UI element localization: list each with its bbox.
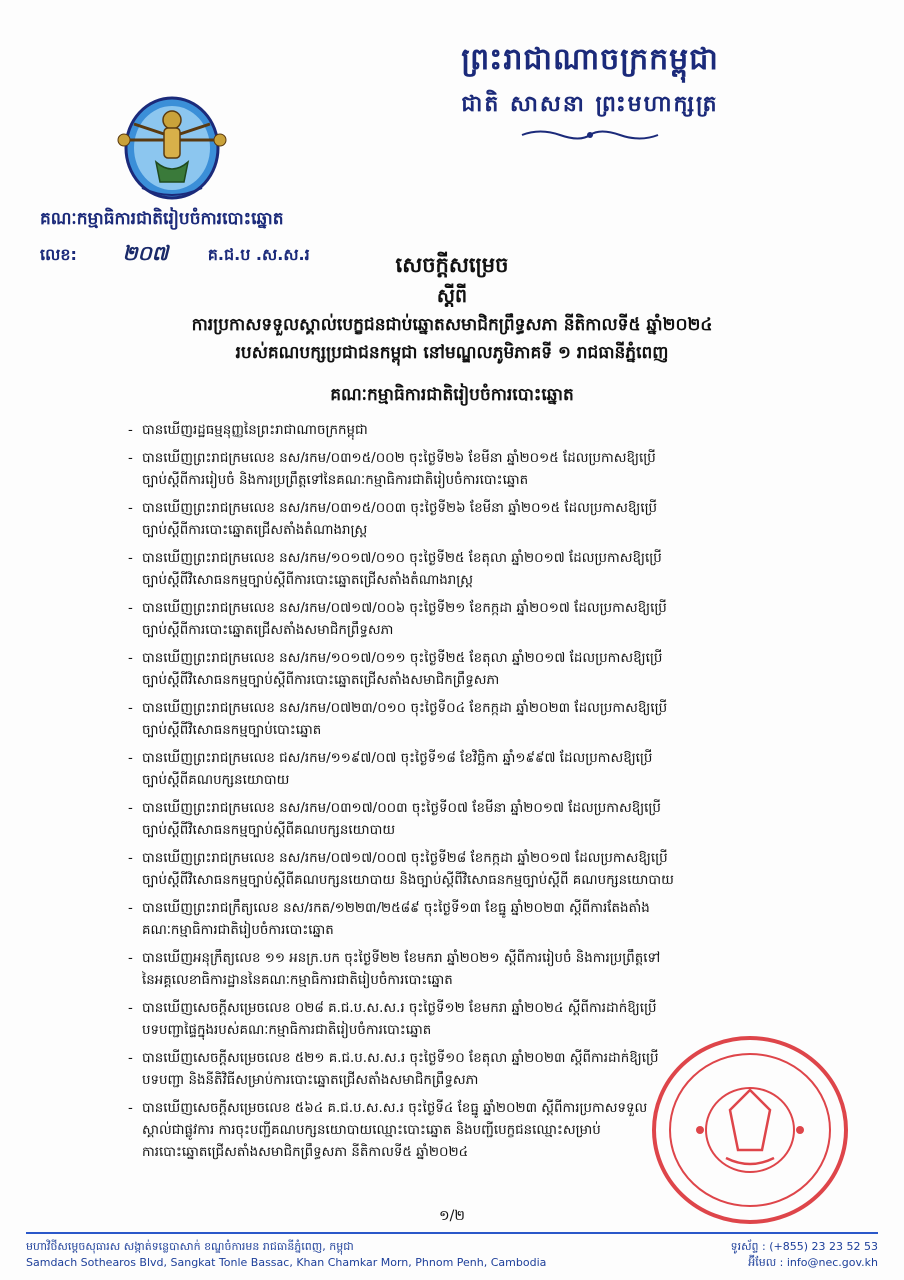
decision-title: សេចក្តីសម្រេច [395, 253, 509, 277]
decision-subject-line2: របស់គណបក្សប្រជាជនកម្ពុជា នៅមណ្ឌលភូមិភាគទី ១ រាជធានីភ្នំពេញ [235, 343, 669, 363]
list-item: - បានឃើញសេចក្តីសម្រេចលេខ ០២៨ គ.ជ.ប.ស.ស.រ ចុះថ្ងៃទី១២ ខែមករា ឆ្នាំ២០២៤ ស្តីពីការដាក់ឱ្យប្រើ បទបញ្ជាផ្ទៃក្នុងរបស់គណៈកម្មាធិការជាតិរៀបចំការបោះឆ្នោត [128, 998, 868, 1042]
kingdom-title: ព្រះរាជាណាចក្រកម្ពុជា [461, 42, 719, 77]
reference-number: ២០៧ [122, 241, 169, 265]
footer-email[interactable]: អ៊ីមែល : info@nec.gov.kh [748, 1256, 878, 1269]
list-item: - បានឃើញសេចក្តីសម្រេចលេខ ៥៦៤ គ.ជ.ប.ស.ស.រ ចុះថ្ងៃទី៤ ខែធ្នូ ឆ្នាំ២០២៣ ស្តីពីការប្រកាសទទួល ស្គាល់ជាផ្លូវការ ការចុះបញ្ជីគណបក្សនយោបាយឈ្មោះបោះឆ្នោត និងបញ្ជីបេក្ខជនឈ្មោះសម្រាប់ ការបោះឆ្នោតជ្រើសតាំងសមាជិកព្រឹទ្ធសភា នីតិកាលទី៥ ឆ្នាំ២០២៤ [128, 1098, 868, 1164]
list-item: - បានឃើញព្រះរាជក្រមលេខ នស/រកម/១០១៧/០១១ ចុះថ្ងៃទី២៥ ខែតុលា ឆ្នាំ២០១៧ ដែលប្រកាសឱ្យប្រើ ច្បាប់ស្តីពីវិសោធនកម្មច្បាប់ស្តីពីការបោះឆ្នោតជ្រើសតាំងសមាជិកព្រឹទ្ធសភា [128, 648, 868, 692]
issuer-heading: គណៈកម្មាធិការជាតិរៀបចំការបោះឆ្នោត [330, 385, 574, 405]
nec-emblem-logo [112, 90, 232, 206]
list-item: - បានឃើញព្រះរាជក្រមលេខ នស/រកម/០៣១៥/០០៣ ចុះថ្ងៃទី២៦ ខែមីនា ឆ្នាំ២០១៥ ដែលប្រកាសឱ្យប្រើ ច្បាប់ស្តីពីការបោះឆ្នោតជ្រើសតាំងតំណាងរាស្ត្រ [128, 498, 868, 542]
footer-telephone: ទូរស័ព្ទ : (+855) 23 23 52 53 [730, 1240, 878, 1253]
page-number: ១/២ [439, 1208, 465, 1224]
list-item: - បានឃើញព្រះរាជក្រមលេខ នស/រកម/០៧១៧/០០៦ ចុះថ្ងៃទី២១ ខែកក្កដា ឆ្នាំ២០១៧ ដែលប្រកាសឱ្យប្រើ ច្បាប់ស្តីពីការបោះឆ្នោតជ្រើសតាំងសមាជិកព្រឹទ្ធសភា [128, 598, 868, 642]
decision-subject-line1: ការប្រកាសទទួលស្គាល់បេក្ខជនជាប់ឆ្នោតសមាជិកព្រឹទ្ធសភា នីតិកាលទី៥ ឆ្នាំ២០២៤ [191, 315, 713, 335]
list-item: - បានឃើញព្រះរាជក្រមលេខ នស/រកម/០៧២៣/០១០ ចុះថ្ងៃទី០៤ ខែកក្កដា ឆ្នាំ២០២៣ ដែលប្រកាសឱ្យប្រើ ច្បាប់ស្តីពីវិសោធនកម្មច្បាប់បោះឆ្នោត [128, 698, 868, 742]
list-item: - បានឃើញព្រះរាជក្រមលេខ ជស/រកម/១១៩៧/០៧ ចុះថ្ងៃទី១៨ ខែវិច្ឆិកា ឆ្នាំ១៩៩៧ ដែលប្រកាសឱ្យប្រើ ច្បាប់ស្តីពីគណបក្សនយោបាយ [128, 748, 868, 792]
list-item: - បានឃើញព្រះរាជក្រមលេខ នស/រកម/១០១៧/០១០ ចុះថ្ងៃទី២៥ ខែតុលា ឆ្នាំ២០១៧ ដែលប្រកាសឱ្យប្រើ ច្បាប់ស្តីពីវិសោធនកម្មច្បាប់ស្តីពីការបោះឆ្នោតជ្រើសតាំងតំណាងរាស្ត្រ [128, 548, 868, 592]
footer-address-khmer: មហាវិថីសម្តេចសុធារស សង្កាត់ទន្លេបាសាក់ ខណ្ឌចំការមន រាជធានីភ្នំពេញ, កម្ពុជា [26, 1240, 354, 1253]
list-item: - បានឃើញអនុក្រឹត្យលេខ ១១ អនក្រ.បក ចុះថ្ងៃទី២២ ខែមករា ឆ្នាំ២០២១ ស្តីពីការរៀបចំ និងការប្រព្រឹត្តទៅ នៃអគ្គលេខាធិការដ្ឋាននៃគណៈកម្មាធិការជាតិរៀបចំការបោះឆ្នោត [128, 948, 868, 992]
reference-label: លេខ: [40, 245, 77, 264]
official-seal-stamp [630, 1030, 850, 1230]
decision-on: ស្តីពី [436, 285, 468, 307]
list-item: - បានឃើញព្រះរាជក្រឹត្យលេខ នស/រកត/១២២៣/២៥៨៩ ចុះថ្ងៃទី១៣ ខែធ្នូ ឆ្នាំ២០២៣ ស្តីពីការតែងតាំង គណៈកម្មាធិការជាតិរៀបចំការបោះឆ្នោត [128, 898, 868, 942]
ornament-divider [520, 128, 660, 142]
national-motto: ជាតិ សាសនា ព្រះមហាក្សត្រ [461, 91, 719, 117]
reference-code: គ.ជ.ប .ស.ស.រ [207, 245, 310, 264]
footer [26, 1232, 878, 1272]
list-item: - បានឃើញព្រះរាជក្រមលេខ នស/រកម/០៧១៧/០០៧ ចុះថ្ងៃទី២៨ ខែកក្កដា ឆ្នាំ២០១៧ ដែលប្រកាសឱ្យប្រើ ច្បាប់ស្តីពីវិសោធនកម្មច្បាប់ស្តីពីគណបក្សនយោបាយ និងច្បាប់ស្តីពីវិសោធនកម្មច្បាប់ស្តីពី គណបក្សនយោបាយ [128, 848, 868, 892]
list-item: - បានឃើញព្រះរាជក្រមលេខ នស/រកម/០៣១៧/០០៣ ចុះថ្ងៃទី០៧ ខែមីនា ឆ្នាំ២០១៧ ដែលប្រកាសឱ្យប្រើ ច្បាប់ស្តីពីវិសោធនកម្មច្បាប់ស្តីពីគណបក្សនយោបាយ [128, 798, 868, 842]
issuing-organization: គណៈកម្មាធិការជាតិរៀបចំការបោះឆ្នោត [40, 209, 284, 229]
list-item: - បានឃើញរដ្ឋធម្មនុញ្ញនៃព្រះរាជាណាចក្រកម្ពុជា [128, 420, 868, 442]
list-item: - បានឃើញសេចក្តីសម្រេចលេខ ៥២១ គ.ជ.ប.ស.ស.រ ចុះថ្ងៃទី១០ ខែតុលា ឆ្នាំ២០២៣ ស្តីពីការដាក់ឱ្យប្រើ បទបញ្ជា និងនីតិវិធីសម្រាប់ការបោះឆ្នោតជ្រើសតាំងសមាជិកព្រឹទ្ធសភា [128, 1048, 868, 1092]
footer-address-english: Samdach Sothearos Blvd, Sangkat Tonle Bassac, Khan Chamkar Morn, Phnom Penh, Cambodia [26, 1256, 547, 1269]
list-item: - បានឃើញព្រះរាជក្រមលេខ នស/រកម/០៣១៥/០០២ ចុះថ្ងៃទី២៦ ខែមីនា ឆ្នាំ២០១៥ ដែលប្រកាសឱ្យប្រើ ច្បាប់ស្តីពីការរៀបចំ និងការប្រព្រឹត្តទៅនៃគណៈកម្មាធិការជាតិរៀបចំការបោះឆ្នោត [128, 448, 868, 492]
